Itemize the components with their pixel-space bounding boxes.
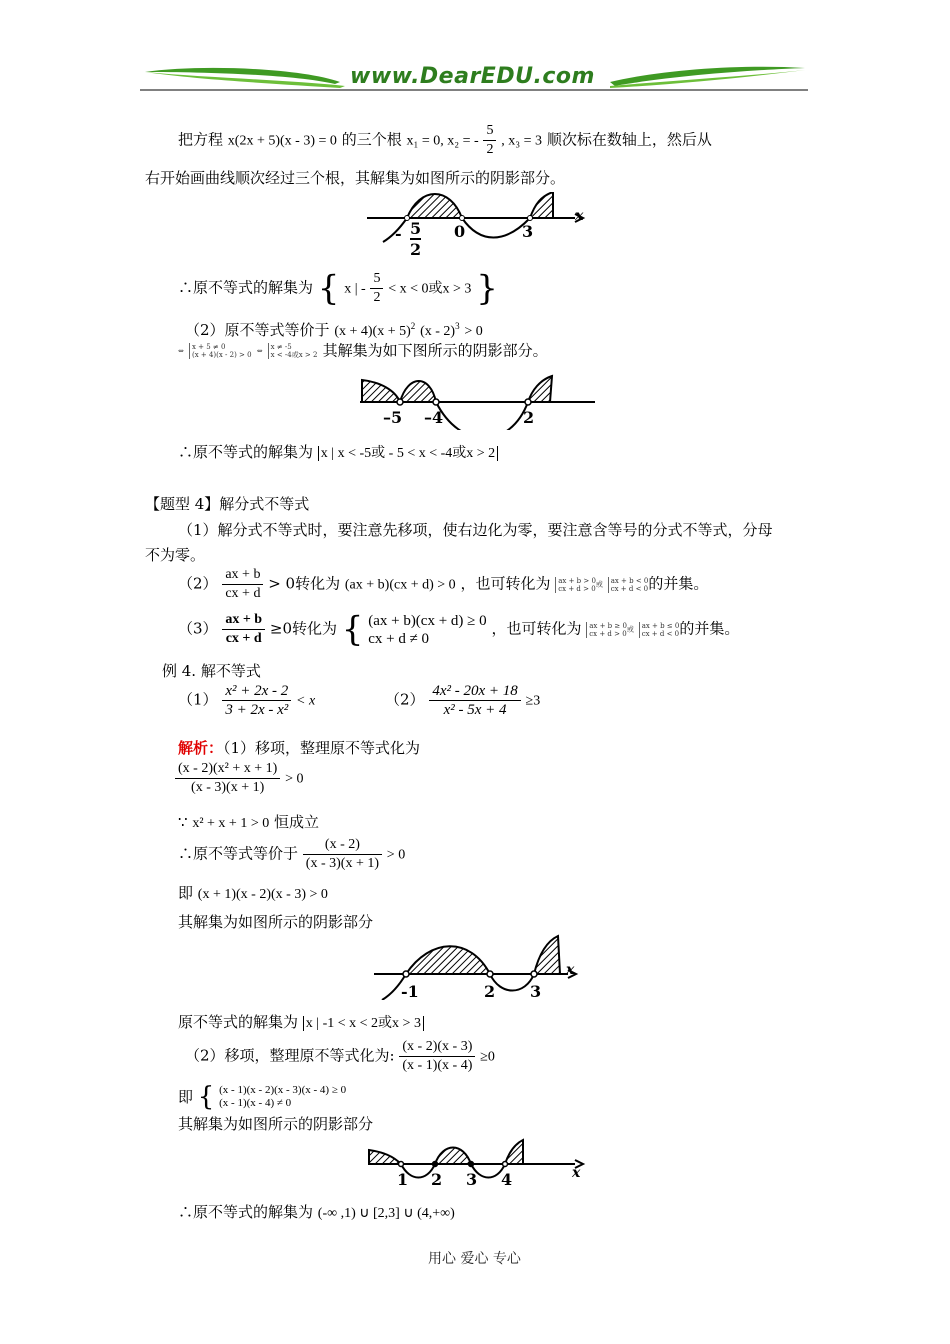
text: 即 (178, 884, 194, 902)
fraction-denominator: (x - 1)(x - 4) (402, 1058, 473, 1073)
text: 原不等式的解集为 (178, 1013, 299, 1031)
fig2-label-neg4: –4 (424, 408, 444, 427)
system (555, 577, 596, 593)
sys-line: (ax + b)(cx + d) ≥ 0 (368, 612, 487, 629)
type-4-item-2 (178, 566, 708, 603)
solution-set: (-∞ ,1) ∪ [2,3] ∪ (4,+∞) (317, 1206, 455, 1221)
part-2-line (185, 316, 483, 342)
fraction-denominator: cx + d (225, 631, 262, 646)
text: （2） (385, 690, 425, 709)
roots-tail: , x₃ = 3 (501, 133, 543, 149)
sys-line: (x - 1)(x - 2)(x - 3)(x - 4) ≥ 0 (219, 1084, 347, 1096)
text: 顺次标在数轴上，然后从 (546, 130, 712, 149)
left-brace: { (341, 609, 364, 650)
sys-line: ax + b ≥ 0 (589, 621, 627, 630)
equation: x(2x + 5)(x - 3) = 0 (227, 133, 337, 149)
solution-shadow-2: 其解集为如图所示的阴影部分 (178, 1115, 374, 1133)
page-header (140, 58, 810, 98)
fraction-denominator: (x - 3)(x + 1) (305, 856, 380, 871)
paragraph-1-line-2: 右开始画曲线顺次经过三个根，其解集为如图所示的阴影部分。 (145, 169, 566, 187)
solution-ji (178, 883, 328, 905)
text: （2）移项，整理原不等式化为: (185, 1046, 395, 1065)
left-brace: { (317, 268, 340, 309)
fig1-axis-x: x (575, 208, 584, 224)
sys-line: cx + d ≠ 0 (368, 630, 430, 647)
left-brace: { (197, 1082, 215, 1112)
fraction-denominator: 3 + 2x - x² (225, 702, 289, 718)
system (586, 622, 627, 638)
sys-line: ax + b > 0 (558, 576, 596, 585)
fig3-label-3: 3 (530, 982, 542, 1001)
sys-line: cx + d < 0 (641, 629, 680, 638)
fraction-denominator: 2 (486, 142, 494, 157)
system-b (268, 343, 318, 359)
text: （1） (178, 690, 218, 709)
or-text: 或 (595, 580, 603, 589)
solution-equivalent (178, 836, 405, 873)
text: 的三个根 (341, 130, 402, 149)
text: ∴原不等式的解集为 (178, 1203, 314, 1221)
sys-line: ax + b ≤ 0 (641, 621, 680, 630)
solution-step-1 (178, 738, 420, 758)
text: ∴原不等式等价于 (178, 844, 299, 863)
fraction-denominator: 2 (373, 290, 381, 305)
fraction-numerator: (x - 2)(x - 3) (399, 1038, 475, 1057)
text: ，也可转化为 (460, 574, 551, 593)
example-4-q1 (178, 682, 315, 719)
text: （2） (178, 574, 218, 593)
superscript: 3 (455, 321, 460, 331)
sys-line: x ≠ -5 (270, 342, 292, 351)
text: ≥0转化为 (269, 619, 337, 638)
sys-line: (x - 1)(x - 4) ≠ 0 (219, 1097, 292, 1109)
text: ，也可转化为 (491, 619, 582, 638)
sys-line: x + 5 ≠ 0 (191, 342, 226, 351)
equation: (x - 2) (420, 324, 456, 339)
solution-result-2 (178, 1202, 455, 1224)
fig4-label-2: 2 (431, 1170, 443, 1189)
solution-set: x | -1 < x < 2或x > 3 (303, 1016, 424, 1031)
fraction-five-halves (483, 122, 496, 159)
equiv-arrow: ⇔ (178, 346, 184, 355)
text: （2）原不等式等价于 (185, 321, 330, 339)
sys-line: (x + 4)(x - 2) > 0 (191, 350, 252, 359)
solution-set: x | x < -5或 - 5 < x < -4或x > 2 (318, 446, 498, 461)
solution-2 (178, 442, 498, 464)
equation: > 0 (386, 847, 406, 863)
fraction-denominator: (x - 3)(x + 1) (191, 780, 265, 795)
roots: x₁ = 0, x₂ = - (406, 133, 479, 149)
part-2-small-system (178, 340, 548, 361)
fraction (175, 760, 280, 797)
equation: (ax + b)(cx + d) > 0 (344, 577, 456, 593)
fig3-label-2: 2 (484, 982, 496, 1001)
fraction-denominator: cx + d (225, 586, 261, 601)
text: （3） (178, 619, 218, 638)
text: 即 (178, 1088, 194, 1106)
fig3-label-neg1: -1 (401, 982, 419, 1001)
superscript: 2 (410, 321, 416, 331)
fraction (429, 682, 520, 719)
fraction (222, 682, 291, 719)
text: ∴原不等式的解集为 (178, 443, 314, 461)
equation: (x + 4)(x + 5) (334, 324, 411, 339)
example-4-q2 (385, 682, 540, 719)
fig2-label-neg5: –5 (383, 408, 403, 427)
or-text: 或 (626, 625, 634, 634)
text: 的并集。 (648, 574, 709, 593)
fig1-label-minus: - (395, 224, 402, 243)
type-4-item-1-b: 不为零。 (145, 546, 206, 564)
text: （1）移项，整理原不等式化为 (223, 739, 421, 757)
equiv-arrow: ⇔ (256, 346, 263, 355)
right-brace: } (476, 268, 498, 309)
fig1-label-2: 2 (410, 240, 422, 259)
fig4-label-1: 1 (397, 1170, 409, 1189)
text: 其解集为如下图所示的阴影部分。 (322, 341, 548, 360)
fraction-numerator: 5 (483, 122, 496, 141)
fig1-label-3: 3 (522, 222, 534, 241)
system (639, 622, 680, 638)
paragraph-1-line-1 (178, 122, 712, 159)
sys-line: cx + d > 0 (558, 584, 596, 593)
fig4-axis-x: x (572, 1165, 581, 1181)
sys-line: cx + d < 0 (610, 584, 649, 593)
fraction-numerator: 4x² - 20x + 18 (429, 682, 520, 701)
fig1-label-5: 5 (410, 219, 422, 238)
page-footer: 用心 爱心 专心 (428, 1251, 521, 1267)
set-right: < x < 0或x > 3 (388, 281, 472, 297)
fraction-denominator: x² - 5x + 4 (443, 702, 507, 718)
sys-line: x < -4或x > 2 (270, 350, 318, 359)
solution-1 (178, 270, 498, 307)
solution-shadow-1: 其解集为如图所示的阴影部分 (178, 913, 374, 931)
fraction (303, 836, 382, 873)
system (608, 577, 649, 593)
fraction-numerator: ax + b (222, 566, 263, 585)
fraction (370, 270, 383, 307)
solution-ji-2 (178, 1080, 346, 1114)
fraction-numerator: (x - 2)(x² + x + 1) (175, 760, 280, 779)
type-4-item-3 (178, 611, 739, 648)
site-logo-text: www.DearEDU.com (350, 64, 595, 89)
system-a (189, 343, 252, 359)
solution-because (178, 812, 319, 834)
because-symbol: ∵ (178, 813, 188, 831)
fraction (222, 611, 265, 648)
fraction-numerator: ax + b (222, 611, 265, 630)
sys-line: cx + d > 0 (589, 629, 627, 638)
system (368, 612, 486, 648)
equation: < x (296, 693, 316, 709)
fraction-numerator: 5 (370, 270, 383, 289)
fig3-axis-x: x (566, 962, 575, 978)
equation: > 0 (464, 324, 483, 339)
type-4-item-1-a: （1）解分式不等式时，要注意先移项，使右边化为零，要注意含等号的分式不等式，分母 (178, 521, 773, 539)
text: ∴原不等式的解集为 (178, 278, 314, 297)
equation: > 0 (285, 771, 304, 787)
sys-line: ax + b < 0 (610, 576, 649, 585)
fraction (399, 1038, 475, 1075)
solution-label: 解析： (178, 739, 224, 757)
solution-result-1 (178, 1012, 424, 1034)
fig2-label-2: 2 (523, 408, 535, 427)
fig1-label-0: 0 (454, 222, 466, 241)
text: > 0转化为 (268, 574, 341, 593)
text: 恒成立 (274, 813, 320, 831)
text: 把方程 (178, 130, 224, 149)
equation: x² + x + 1 > 0 (192, 816, 270, 831)
system (219, 1084, 346, 1110)
text: 的并集。 (679, 619, 740, 638)
fig4-label-3: 3 (466, 1170, 478, 1189)
solution-step-2 (185, 1038, 495, 1075)
fig4-label-4: 4 (501, 1170, 513, 1189)
fraction-numerator: (x - 2) (303, 836, 382, 855)
example-4-title: 例 4. 解不等式 (162, 662, 261, 680)
equation: ≥0 (480, 1049, 495, 1065)
type-4-title: 【题型 4】解分式不等式 (145, 495, 310, 513)
fraction-numerator: x² + 2x - 2 (222, 682, 291, 701)
set-left: x | - (344, 281, 366, 297)
equation: (x + 1)(x - 2)(x - 3) > 0 (197, 887, 328, 902)
fraction (222, 566, 263, 603)
solution-fraction-1 (175, 760, 304, 797)
equation: ≥3 (525, 693, 541, 709)
